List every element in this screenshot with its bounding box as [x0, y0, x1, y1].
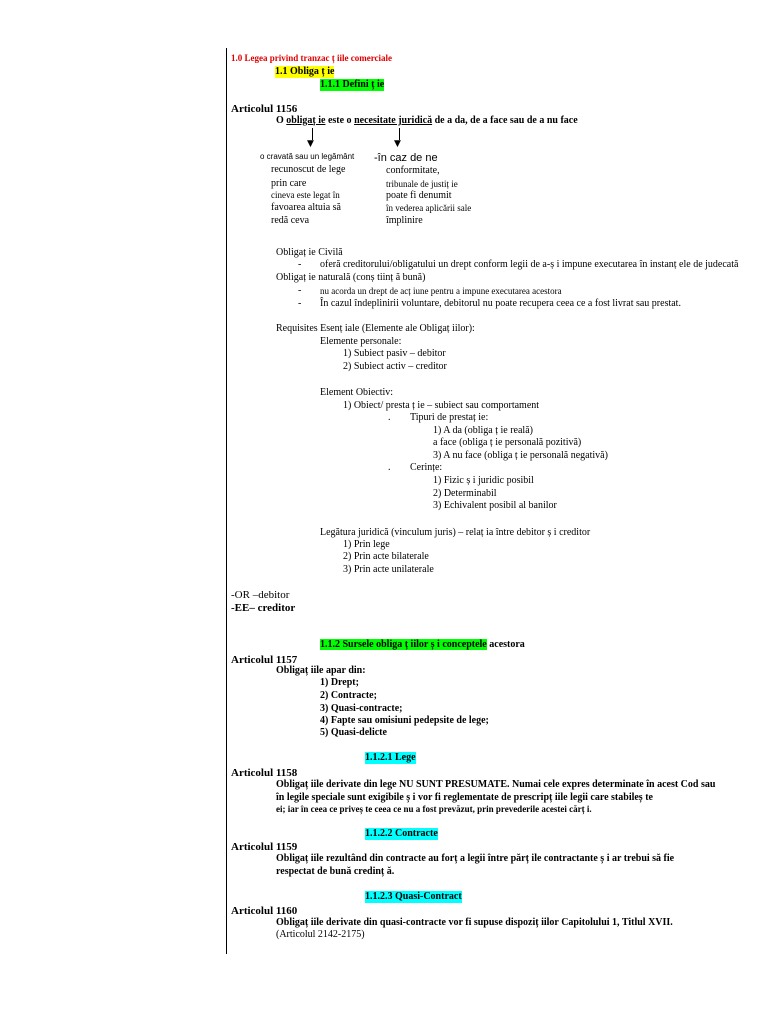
left-col-line: o cravată sau un legământ — [260, 152, 355, 161]
list-item: a face (obliga ț ie personală pozitivă) — [433, 437, 582, 448]
right-col-line: conformitate, — [386, 165, 440, 176]
dot-marker: . — [388, 462, 391, 473]
list-item: 1) Subiect pasiv – debitor — [343, 348, 446, 359]
section-1-1-2-3-heading: 1.1.2.3 Quasi-Contract — [365, 891, 462, 902]
left-col-line: favoarea altuia să — [271, 202, 341, 213]
objective-element-title: Element Obiectiv: — [320, 387, 394, 398]
down-arrow-icon: ▼ — [394, 139, 401, 149]
list-item: 3) Quasi-contracte; — [320, 703, 403, 714]
article-1156-title: Articolul 1156 — [231, 103, 298, 115]
section-1-1-1-heading: 1.1.1 Defini ț ie — [320, 79, 385, 90]
natural-obligation-desc: nu acorda un drept de acț iune pentru a impune executarea acestora — [320, 286, 562, 296]
list-item: 5) Quasi-delicte — [320, 727, 387, 738]
definition-text: O — [276, 115, 287, 126]
personal-elements-title: Elemente personale: — [320, 336, 402, 347]
list-item: 1) Prin lege — [343, 539, 390, 550]
list-item: 2) Contracte; — [320, 690, 377, 701]
section-1-1-heading: 1.1 Obliga ț ie — [275, 66, 335, 77]
section-1-1-2-2-heading: 1.1.2.2 Contracte — [365, 828, 438, 839]
natural-obligation-desc: În cazul îndeplinirii voluntare, debitorul nu poate recupera ceea ce a fost livrat sau prestat. — [320, 298, 681, 309]
obligations-arise-intro: Obligaț iile apar din: — [276, 665, 366, 676]
civil-obligation-desc: oferă creditorului/obligatului un drept conform legii de a-ș i impune executarea în instanț ele de judecată — [320, 259, 739, 270]
cerinte-title: Cerințe: — [410, 462, 443, 473]
left-col-line: prin care — [271, 178, 307, 189]
article-1158-text: în legile speciale sunt exigibile ș i vor fi reglementate de prescripț iile legii care stabileș te — [276, 792, 653, 803]
list-item: 2) Subiect activ – creditor — [343, 361, 447, 372]
dash-icon: - — [298, 298, 302, 309]
list-item: 1) Fizic ș i juridic posibil — [433, 475, 534, 486]
natural-obligation-title: Obligaț ie naturală (conș tiinț ă bună) — [276, 272, 426, 283]
list-item: 3) Echivalent posibil al banilor — [433, 500, 557, 511]
section-1-1-2-1-heading: 1.1.2.1 Lege — [365, 752, 416, 763]
chapter-heading: 1.0 Legea privind tranzac ț iile comerciale — [231, 53, 393, 63]
definition-obligatie: obligaț ie — [286, 115, 326, 126]
down-arrow-icon: ▼ — [307, 139, 314, 149]
right-col-line: împlinire — [386, 215, 423, 226]
left-col-line: recunoscut de lege — [271, 164, 346, 175]
article-1159-text: respectat de bună credinț ă. — [276, 866, 395, 877]
article-1159-text: Obligaț iile rezultând din contracte au forț a legii între părț ile contractante ș i ar trebui să fie — [276, 853, 675, 864]
definition-text: de a da, de a face sau de a nu face — [432, 115, 578, 126]
section-1-1-2-rest: acestora — [486, 639, 525, 650]
list-item: 1) A da (obliga ț ie reală) — [433, 425, 533, 436]
list-item: 3) A nu face (obliga ț ie personală negativă) — [433, 450, 608, 461]
list-item: 3) Prin acte unilaterale — [343, 564, 434, 575]
or-debitor-line: -OR –debitor — [231, 589, 290, 601]
list-item: 1) Obiect/ presta ț ie – subiect sau comportament — [343, 400, 540, 411]
dash-icon: - — [298, 285, 302, 296]
definition-necesitate: necesitate juridică — [354, 115, 433, 126]
tipuri-title: Tipuri de prestaț ie: — [410, 412, 489, 423]
left-col-line: cineva este legat în — [271, 190, 340, 200]
left-margin-line — [226, 48, 227, 954]
ee-creditor-line: -EE– creditor — [231, 602, 296, 614]
section-1-1-2-highlight: 1.1.2 Sursele obliga ț iilor ș i conceptele — [320, 639, 487, 650]
left-col-line: redă ceva — [271, 215, 310, 226]
definition-text: este o — [325, 115, 355, 126]
article-1160-reference: (Articolul 2142-2175) — [276, 929, 365, 940]
dash-icon: - — [298, 259, 302, 270]
article-1157-title: Articolul 1157 — [231, 654, 298, 666]
list-item: 1) Drept; — [320, 677, 359, 688]
article-1158-title: Articolul 1158 — [231, 767, 298, 779]
list-item: 4) Fapte sau omisiuni pedepsite de lege; — [320, 715, 489, 726]
section-1-1-2-heading — [320, 639, 525, 651]
definition-line — [276, 115, 578, 127]
requisites-title: Requisites Esenț iale (Elemente ale Obligaț iilor): — [276, 323, 475, 334]
article-1160-title: Articolul 1160 — [231, 905, 298, 917]
list-item: 2) Determinabil — [433, 488, 497, 499]
dot-marker: . — [388, 412, 391, 423]
right-col-line: în vederea aplicării sale — [386, 203, 472, 213]
article-1160-text: Obligaț iile derivate din quasi-contracte vor fi supuse dispoziț iilor Capitolului 1, Titlul XVII. — [276, 917, 673, 928]
right-col-line: tribunale de justiț ie — [386, 179, 458, 189]
article-1159-title: Articolul 1159 — [231, 841, 298, 853]
right-col-line: -în caz de ne — [374, 152, 438, 164]
legal-link-title: Legătura juridică (vinculum juris) – relaț ia între debitor ș i creditor — [320, 527, 591, 538]
article-1158-text: Obligaț iile derivate din lege NU SUNT PRESUMATE. Numai cele expres determinate în acest Cod sau — [276, 779, 716, 790]
list-item: 2) Prin acte bilaterale — [343, 551, 429, 562]
civil-obligation-title: Obligaț ie Civilă — [276, 247, 343, 258]
article-1158-text: ei; iar în ceea ce priveș te ceea ce nu a fost prevăzut, prin prevederile acestei cărț i. — [276, 804, 592, 814]
right-col-line: poate fi denumit — [386, 190, 452, 201]
